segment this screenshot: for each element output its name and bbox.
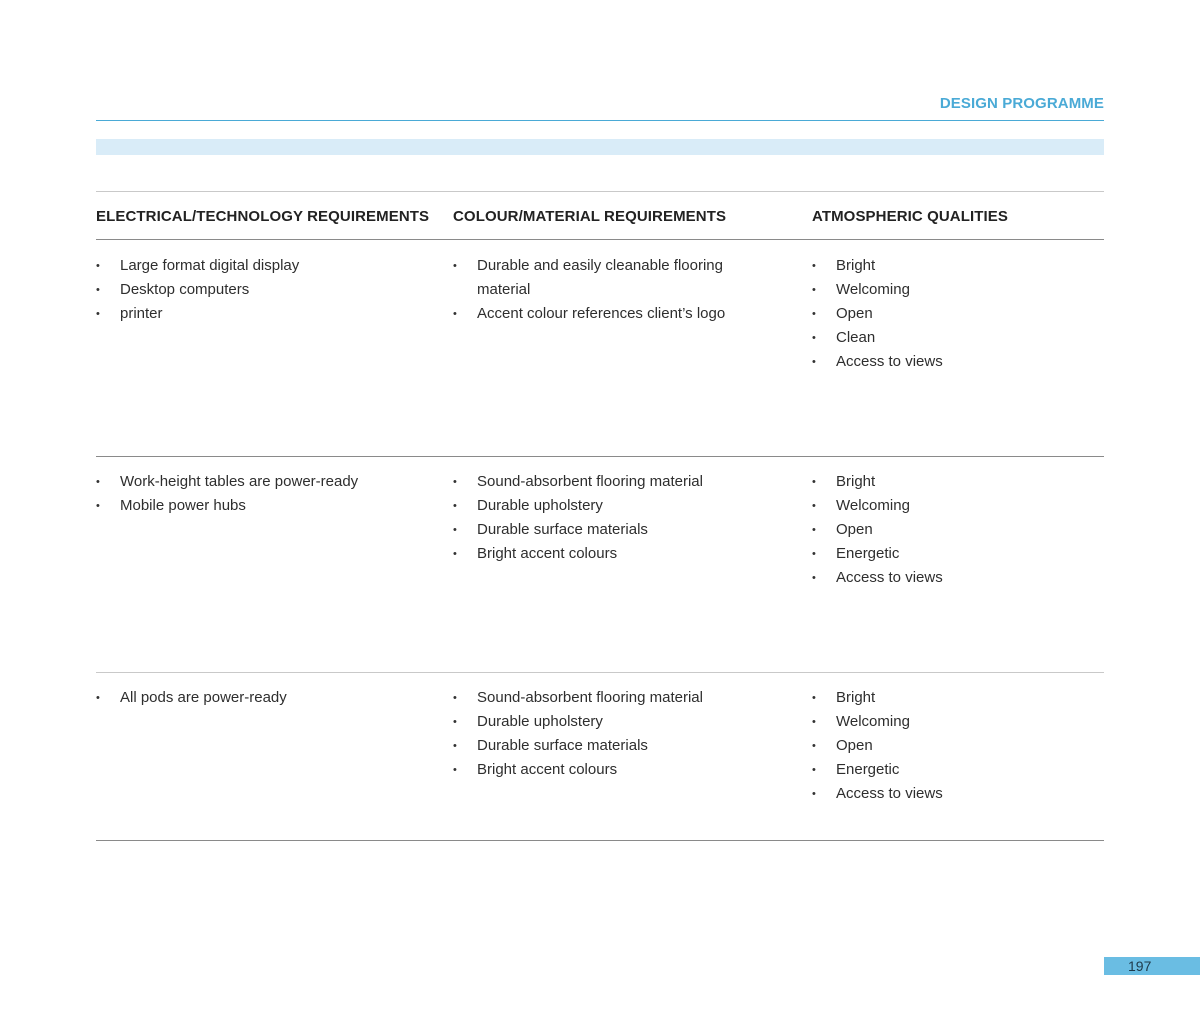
table-top-rule: [96, 191, 1104, 192]
row-divider: [96, 456, 1104, 457]
row-2-atmosphere-list: [812, 470, 1102, 590]
row-3-electrical-list: [96, 686, 426, 710]
list-item: • Durable surface materials: [453, 734, 753, 758]
list-item: • Large format digital display: [96, 254, 426, 278]
list-item: • All pods are power-ready: [96, 686, 426, 710]
header-bottom-rule: [96, 239, 1104, 240]
row-1-colour-list: [453, 254, 753, 326]
row-3-atmosphere-list: [812, 686, 1102, 806]
column-header-colour: COLOUR/MATERIAL REQUIREMENTS: [453, 208, 727, 225]
row-2-colour-list: [453, 470, 753, 566]
list-item: • Access to views: [812, 566, 1102, 590]
column-header-electrical: ELECTRICAL/TECHNOLOGY REQUIREMENTS: [96, 208, 430, 225]
page-number: 197: [1104, 957, 1200, 975]
header-divider: [96, 120, 1104, 121]
list-item: • Clean: [812, 326, 1102, 350]
list-item: • Energetic: [812, 542, 1102, 566]
list-item: • Bright: [812, 470, 1102, 494]
list-item: • Bright accent colours: [453, 758, 753, 782]
list-item: • Desktop computers: [96, 278, 426, 302]
list-item: • Durable upholstery: [453, 494, 753, 518]
list-item: • Access to views: [812, 782, 1102, 806]
list-item: • Durable and easily cleanable flooring material: [453, 254, 753, 302]
header-band: [96, 139, 1104, 155]
list-item: • Energetic: [812, 758, 1102, 782]
list-item: • Welcoming: [812, 278, 1102, 302]
list-item: • Open: [812, 302, 1102, 326]
list-item: • Open: [812, 518, 1102, 542]
list-item: • Open: [812, 734, 1102, 758]
list-item: • Welcoming: [812, 494, 1102, 518]
row-divider: [96, 672, 1104, 673]
list-item: • Bright: [812, 686, 1102, 710]
table-bottom-rule: [96, 840, 1104, 841]
row-3-colour-list: [453, 686, 753, 782]
row-1-electrical-list: [96, 254, 426, 326]
row-1-atmosphere-list: [812, 254, 1102, 374]
list-item: • Bright accent colours: [453, 542, 753, 566]
list-item: • Durable surface materials: [453, 518, 753, 542]
page-section-title: DESIGN PROGRAMME: [939, 95, 1104, 112]
list-item: • Accent colour references client’s logo: [453, 302, 753, 326]
list-item: • Sound-absorbent flooring material: [453, 686, 753, 710]
row-2-electrical-list: [96, 470, 426, 518]
list-item: • Access to views: [812, 350, 1102, 374]
list-item: • printer: [96, 302, 426, 326]
list-item: • Bright: [812, 254, 1102, 278]
list-item: • Welcoming: [812, 710, 1102, 734]
list-item: • Sound-absorbent flooring material: [453, 470, 753, 494]
list-item: • Mobile power hubs: [96, 494, 426, 518]
column-header-atmosphere: ATMOSPHERIC QUALITIES: [812, 208, 1008, 225]
list-item: • Work-height tables are power-ready: [96, 470, 426, 494]
list-item: • Durable upholstery: [453, 710, 753, 734]
